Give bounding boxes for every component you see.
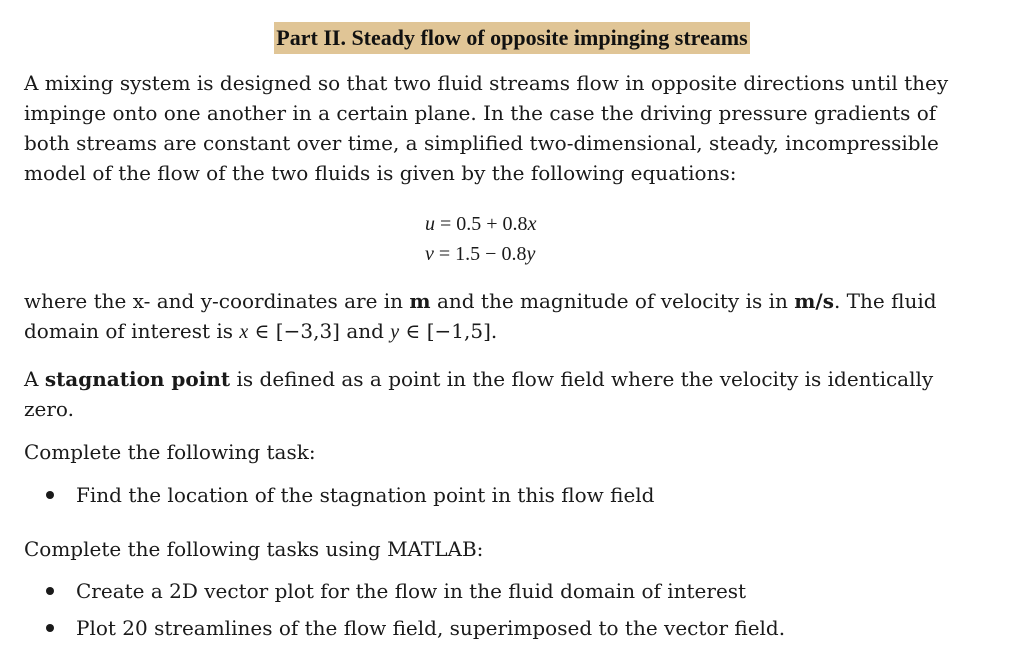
- stagnation-text-3: zero.: [24, 397, 74, 421]
- intro-line-4: model of the flow of the two fluids is given by the following equations:: [24, 161, 737, 185]
- bullet-dot: [46, 491, 54, 499]
- task1-heading: Complete the following task:: [24, 440, 316, 464]
- task1-bullet-text: Find the location of the stagnation point in this flow field: [76, 483, 655, 507]
- stagnation-text-2: is defined as a point in the flow field where the velocity is identically: [230, 367, 934, 391]
- stagnation-paragraph: [24, 364, 1004, 424]
- equation-u: [425, 210, 536, 238]
- task2-bullet-1-text: Create a 2D vector plot for the flow in the fluid domain of interest: [76, 579, 747, 603]
- domain-y: y: [390, 321, 400, 343]
- unit-m: m: [409, 289, 431, 313]
- domain-text-2: ∈ [−3,3] and: [248, 319, 391, 343]
- eq-v-y: y: [526, 243, 536, 265]
- intro-line-2: impinge onto one another in a certain plane. In the case the driving pressure gradients of: [24, 101, 937, 125]
- task1-bullet: [44, 480, 654, 510]
- units-text-2: and the magnitude of velocity is in: [430, 289, 795, 313]
- section-title: Part II. Steady flow of opposite impinging streams: [274, 22, 749, 54]
- intro-paragraph: [24, 68, 1004, 188]
- bullet-dot: [46, 624, 54, 632]
- eq-v-rhs: = 1.5 − 0.8: [438, 243, 527, 265]
- intro-line-3: both streams are constant over time, a simplified two-dimensional, steady, incompressible: [24, 131, 939, 155]
- task2-bullet-2: [44, 613, 785, 643]
- equation-v: [425, 240, 535, 268]
- intro-line-1: A mixing system is designed so that two fluid streams flow in opposite directions until they: [24, 71, 949, 95]
- title-wrap: [0, 22, 1024, 54]
- domain-text-3: ∈ [−1,5].: [399, 319, 498, 343]
- eq-u-var: u: [425, 213, 435, 235]
- task2-heading: Complete the following tasks using MATLAB:: [24, 537, 484, 561]
- bullet-dot: [46, 587, 54, 595]
- task2-bullet-1: [44, 576, 746, 606]
- eq-u-rhs: = 0.5 + 0.8: [440, 213, 528, 235]
- stagnation-term: stagnation point: [44, 367, 231, 391]
- domain-x: x: [239, 321, 249, 343]
- stagnation-text-1: A: [24, 367, 45, 391]
- task2-bullet-2-text: Plot 20 streamlines of the flow field, superimposed to the vector field.: [76, 616, 786, 640]
- units-text-1: where the x- and y-coordinates are in: [24, 289, 410, 313]
- eq-v-var: v: [425, 243, 434, 265]
- unit-ms: m/s: [794, 289, 834, 313]
- domain-text-1: domain of interest is: [24, 319, 240, 343]
- units-paragraph: [24, 286, 1004, 347]
- eq-u-x: x: [527, 213, 537, 235]
- units-text-3: . The fluid: [833, 289, 937, 313]
